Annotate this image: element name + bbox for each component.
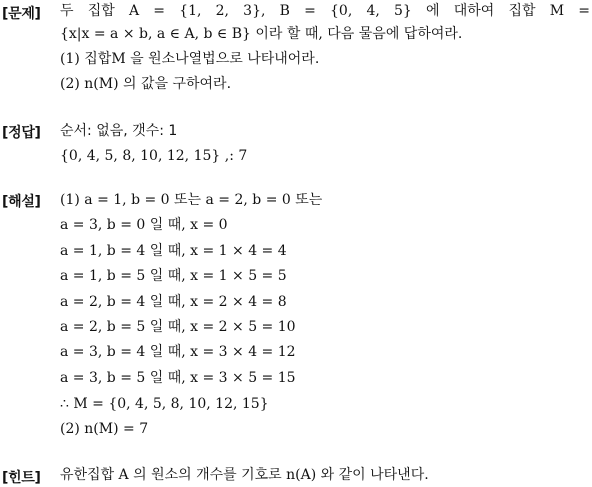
hint-label: [힌트] [2,470,41,486]
explanation-line-2: a = 3, b = 0 일 때, x = 0 [60,217,228,233]
explanation-line-7: a = 3, b = 4 일 때, x = 3 × 4 = 12 [60,344,296,360]
explanation-line-1: (1) a = 1, b = 0 또는 a = 2, b = 0 또는 [60,192,323,208]
explanation-line-3: a = 1, b = 4 일 때, x = 1 × 4 = 4 [60,243,287,259]
problem-line-1: 두 집합 A = {1, 2, 3}, B = {0, 4, 5} 에 대하여 집합 M = [60,3,590,19]
explanation-line-8: a = 3, b = 5 일 때, x = 3 × 5 = 15 [60,370,296,386]
problem-line-3: (1) 집합M 을 원소나열법으로 나타내어라. [60,51,320,67]
answer-label: [정답] [2,125,41,141]
explanation-line-5: a = 2, b = 4 일 때, x = 2 × 4 = 8 [60,294,287,310]
problem-line-2: {x|x = a × b, a ∈ A, b ∈ B} 이라 할 때, 다음 물음에 답하여라. [60,26,463,42]
explanation-line-6: a = 2, b = 5 일 때, x = 2 × 5 = 10 [60,319,296,335]
answer-line-2: {0, 4, 5, 8, 10, 12, 15} ,: 7 [60,148,248,164]
hint-line-1: 유한집합 A 의 원소의 개수를 기호로 n(A) 와 같이 나타낸다. [60,467,429,483]
problem-line-4: (2) n(M) 의 값을 구하여라. [60,76,232,92]
answer-line-1: 순서: 없음, 갯수: 1 [60,123,178,139]
explanation-line-9: ∴ M = {0, 4, 5, 8, 10, 12, 15} [60,396,269,412]
explanation-label: [해설] [2,194,41,210]
problem-label: [문제] [2,6,41,22]
explanation-line-10: (2) n(M) = 7 [60,421,149,437]
explanation-line-4: a = 1, b = 5 일 때, x = 1 × 5 = 5 [60,268,287,284]
